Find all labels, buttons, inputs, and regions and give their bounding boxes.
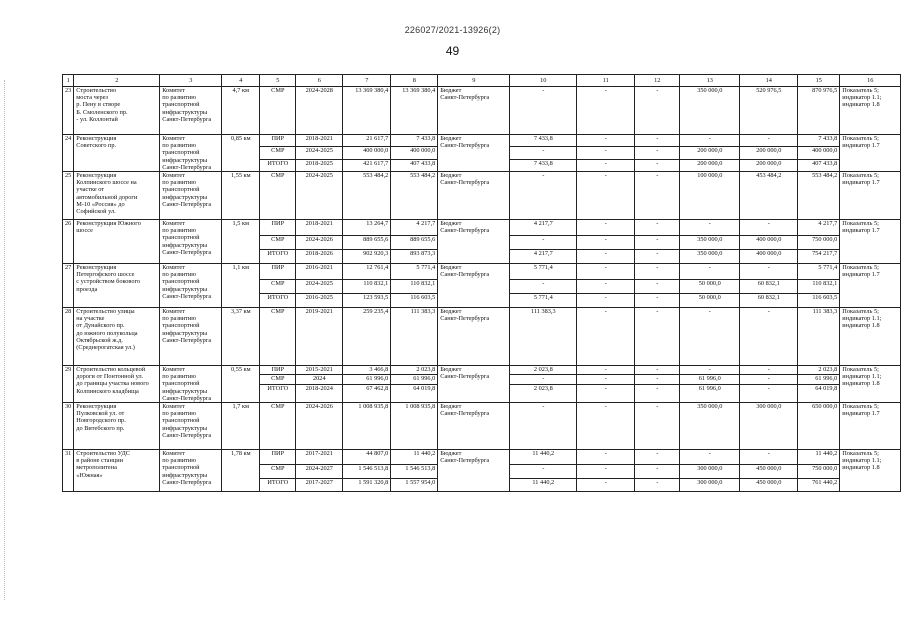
value-col12: - (635, 236, 680, 250)
value-col12: - (635, 264, 680, 280)
remaining-cost: 7 433,8 (391, 135, 438, 147)
value-col10: - (510, 403, 577, 450)
stage: СМР (260, 308, 296, 366)
value-col12: - (635, 450, 680, 465)
funding-source: Бюджет Санкт-Петербурга (438, 135, 510, 172)
value-col12: - (635, 294, 680, 308)
page-number: 49 (445, 44, 460, 58)
remaining-cost: 400 000,0 (391, 147, 438, 159)
value-col10: 4 217,7 (510, 220, 577, 236)
value-col14: - (740, 220, 798, 236)
column-header: 16 (840, 75, 901, 87)
object-name: Строительство УДС в районе станции метрополитена «Южная» (74, 450, 160, 492)
value-col14: 200 000,0 (740, 147, 798, 159)
stage: СМР (260, 172, 296, 220)
period: 2024-2026 (296, 236, 343, 250)
value-col15: 750 000,0 (798, 236, 840, 250)
total-cost: 13 264,7 (343, 220, 391, 236)
funding-source: Бюджет Санкт-Петербурга (438, 220, 510, 264)
row-number: 23 (63, 87, 74, 135)
value-col15: 400 000,0 (798, 147, 840, 159)
column-header: 7 (343, 75, 391, 87)
responsible: Комитет по развитию транспортной инфраструктуры Санкт-Петербурга (160, 87, 222, 135)
value-col15: 650 000,0 (798, 403, 840, 450)
remaining-cost: 111 383,3 (391, 308, 438, 366)
column-header: 2 (74, 75, 160, 87)
value-col14: 450 000,0 (740, 465, 798, 479)
column-header: 10 (510, 75, 577, 87)
funding-source: Бюджет Санкт-Петербурга (438, 87, 510, 135)
remaining-cost: 64 019,8 (391, 384, 438, 403)
column-header: 15 (798, 75, 840, 87)
column-header: 5 (260, 75, 296, 87)
table-row (63, 450, 901, 465)
stage: ПИР (260, 220, 296, 236)
object-name: Реконструкция Петергофского шоссе с устройством бокового проезда (74, 264, 160, 308)
value-col11: - (577, 384, 635, 403)
value-col15: 761 440,2 (798, 479, 840, 492)
stage: ПИР (260, 264, 296, 280)
column-header: 4 (222, 75, 260, 87)
total-cost: 1 008 935,8 (343, 403, 391, 450)
value-col11: - (577, 465, 635, 479)
funding-source: Бюджет Санкт-Петербурга (438, 172, 510, 220)
value-col11: - (577, 159, 635, 171)
value-col10: - (510, 87, 577, 135)
total-cost: 67 462,8 (343, 384, 391, 403)
row-number: 24 (63, 135, 74, 172)
period: 2016-2021 (296, 264, 343, 280)
stage: ИТОГО (260, 159, 296, 171)
total-cost: 553 484,2 (343, 172, 391, 220)
table-body (63, 75, 901, 492)
value-col14: - (740, 264, 798, 280)
remaining-cost: 553 484,2 (391, 172, 438, 220)
value-col14: - (740, 308, 798, 366)
column-header: 13 (680, 75, 740, 87)
value-col10: 11 440,2 (510, 479, 577, 492)
value-col15: 870 976,5 (798, 87, 840, 135)
total-cost: 12 761,4 (343, 264, 391, 280)
period: 2018-2024 (296, 384, 343, 403)
value-col11: - (577, 294, 635, 308)
value-col14: 453 484,2 (740, 172, 798, 220)
object-name: Реконструкция Советского пр. (74, 135, 160, 172)
left-margin-line (4, 80, 6, 600)
table-row (63, 220, 901, 236)
value-col11: - (577, 236, 635, 250)
value-col12: - (635, 308, 680, 366)
funding-source: Бюджет Санкт-Петербурга (438, 450, 510, 492)
indicators: Показатель 5; индикатор 1.7 (840, 135, 901, 172)
value-col12: - (635, 135, 680, 147)
value-col13: 300 000,0 (680, 465, 740, 479)
value-col15: 111 383,3 (798, 308, 840, 366)
value-col12: - (635, 366, 680, 375)
value-col13: - (680, 264, 740, 280)
value-col11: - (577, 264, 635, 280)
stage: СМР (260, 236, 296, 250)
stage: СМР (260, 465, 296, 479)
length: 3,37 км (222, 308, 260, 366)
value-col10: 5 771,4 (510, 294, 577, 308)
value-col10: - (510, 147, 577, 159)
value-col12: - (635, 465, 680, 479)
period: 2018-2021 (296, 220, 343, 236)
indicators: Показатель 5; индикатор 1.7 (840, 220, 901, 264)
row-number: 31 (63, 450, 74, 492)
column-header: 11 (577, 75, 635, 87)
responsible: Комитет по развитию транспортной инфраструктуры Санкт-Петербурга (160, 135, 222, 172)
column-header: 8 (391, 75, 438, 87)
remaining-cost: 5 771,4 (391, 264, 438, 280)
remaining-cost: 1 557 954,0 (391, 479, 438, 492)
total-cost: 259 235,4 (343, 308, 391, 366)
column-header: 9 (438, 75, 510, 87)
period: 2018-2021 (296, 135, 343, 147)
value-col12: - (635, 220, 680, 236)
table-row (63, 172, 901, 220)
object-name: Реконструкция Южного шоссе (74, 220, 160, 264)
stage: ПИР (260, 450, 296, 465)
value-col14: 520 976,5 (740, 87, 798, 135)
remaining-cost: 2 023,8 (391, 366, 438, 375)
value-col12: - (635, 479, 680, 492)
row-number: 26 (63, 220, 74, 264)
program-table (62, 74, 901, 492)
total-cost: 1 546 513,8 (343, 465, 391, 479)
remaining-cost: 1 546 513,8 (391, 465, 438, 479)
value-col15: 5 771,4 (798, 264, 840, 280)
value-col10: 2 023,8 (510, 384, 577, 403)
remaining-cost: 116 603,5 (391, 294, 438, 308)
value-col15: 116 603,5 (798, 294, 840, 308)
value-col15: 407 433,8 (798, 159, 840, 171)
value-col12: - (635, 147, 680, 159)
value-col14: 200 000,0 (740, 159, 798, 171)
value-col14: 400 000,0 (740, 236, 798, 250)
total-cost: 902 920,3 (343, 250, 391, 264)
period: 2024 (296, 375, 343, 384)
value-col11: - (577, 87, 635, 135)
table-row (63, 366, 901, 375)
total-cost: 421 617,7 (343, 159, 391, 171)
indicators: Показатель 5; индикатор 1.1; индикатор 1.8 (840, 366, 901, 403)
value-col15: 7 433,8 (798, 135, 840, 147)
indicators: Показатель 5; индикатор 1.7 (840, 403, 901, 450)
value-col11: - (577, 147, 635, 159)
value-col14: - (740, 384, 798, 403)
header-row (63, 75, 901, 87)
row-number: 28 (63, 308, 74, 366)
responsible: Комитет по развитию транспортной инфраструктуры Санкт-Петербурга (160, 366, 222, 403)
value-col12: - (635, 403, 680, 450)
value-col12: - (635, 159, 680, 171)
value-col12: - (635, 250, 680, 264)
value-col10: 2 023,8 (510, 366, 577, 375)
indicators: Показатель 5; индикатор 1.1; индикатор 1.8 (840, 308, 901, 366)
column-header: 12 (635, 75, 680, 87)
table-row (63, 87, 901, 135)
value-col14: 300 000,0 (740, 403, 798, 450)
value-col14: 450 000,0 (740, 479, 798, 492)
value-col12: - (635, 87, 680, 135)
indicators: Показатель 5; индикатор 1.7 (840, 264, 901, 308)
value-col10: 4 217,7 (510, 250, 577, 264)
remaining-cost: 893 873,3 (391, 250, 438, 264)
stage: СМР (260, 87, 296, 135)
value-col15: 754 217,7 (798, 250, 840, 264)
object-name: Строительство моста через р. Пену в створе Б. Смоленского пр. - ул. Коллонтай (74, 87, 160, 135)
length: 1,7 км (222, 403, 260, 450)
remaining-cost: 889 655,6 (391, 236, 438, 250)
value-col10: - (510, 375, 577, 384)
row-number: 27 (63, 264, 74, 308)
remaining-cost: 1 008 935,8 (391, 403, 438, 450)
row-number: 30 (63, 403, 74, 450)
funding-source: Бюджет Санкт-Петербурга (438, 264, 510, 308)
value-col10: 11 440,2 (510, 450, 577, 465)
value-col13: - (680, 366, 740, 375)
indicators: Показатель 5; индикатор 1.7 (840, 172, 901, 220)
period: 2018-2026 (296, 250, 343, 264)
document-stamp: 226027/2021-13926(2) (404, 25, 501, 35)
table-row (63, 135, 901, 147)
total-cost: 21 617,7 (343, 135, 391, 147)
value-col10: 7 433,8 (510, 159, 577, 171)
total-cost: 1 591 320,8 (343, 479, 391, 492)
total-cost: 123 593,5 (343, 294, 391, 308)
table-row (63, 308, 901, 366)
remaining-cost: 110 832,1 (391, 280, 438, 294)
period: 2016-2025 (296, 294, 343, 308)
stage: ПИР (260, 366, 296, 375)
value-col14: - (740, 375, 798, 384)
table-row (63, 403, 901, 450)
value-col10: - (510, 280, 577, 294)
remaining-cost: 61 996,0 (391, 375, 438, 384)
length: 1,55 км (222, 172, 260, 220)
responsible: Комитет по развитию транспортной инфраструктуры Санкт-Петербурга (160, 450, 222, 492)
period: 2019-2021 (296, 308, 343, 366)
length: 1,5 км (222, 220, 260, 264)
column-header: 1 (63, 75, 74, 87)
value-col15: 553 484,2 (798, 172, 840, 220)
object-name: Реконструкция Колпинского шоссе на участке от автомобильной дороги М-10 «Россия» до Софийской ул. (74, 172, 160, 220)
value-col13: 50 000,0 (680, 280, 740, 294)
value-col11: - (577, 479, 635, 492)
length: 4,7 км (222, 87, 260, 135)
value-col11: - (577, 450, 635, 465)
value-col13: - (680, 308, 740, 366)
indicators: Показатель 5; индикатор 1.1; индикатор 1.8 (840, 450, 901, 492)
value-col10: 111 383,3 (510, 308, 577, 366)
value-col13: 200 000,0 (680, 147, 740, 159)
period: 2024-2028 (296, 87, 343, 135)
value-col10: - (510, 236, 577, 250)
value-col13: 61 996,0 (680, 384, 740, 403)
value-col15: 110 832,1 (798, 280, 840, 294)
table-row (63, 264, 901, 280)
responsible: Комитет по развитию транспортной инфраструктуры Санкт-Петербурга (160, 308, 222, 366)
value-col13: 350 000,0 (680, 236, 740, 250)
value-col10: - (510, 172, 577, 220)
funding-source: Бюджет Санкт-Петербурга (438, 366, 510, 403)
period: 2018-2025 (296, 159, 343, 171)
period: 2024-2027 (296, 465, 343, 479)
funding-source: Бюджет Санкт-Петербурга (438, 403, 510, 450)
object-name: Реконструкция Пулковской ул. от Новгородского пр. до Витебского пр. (74, 403, 160, 450)
total-cost: 400 000,0 (343, 147, 391, 159)
value-col15: 750 000,0 (798, 465, 840, 479)
remaining-cost: 13 369 380,4 (391, 87, 438, 135)
value-col11: - (577, 135, 635, 147)
remaining-cost: 11 440,2 (391, 450, 438, 465)
total-cost: 889 655,6 (343, 236, 391, 250)
value-col10: 5 771,4 (510, 264, 577, 280)
object-name: Строительство кольцевой дороги от Понтонной ул. до границы участка нового Колпинского кладбища (74, 366, 160, 403)
value-col15: 4 217,7 (798, 220, 840, 236)
value-col13: 350 000,0 (680, 403, 740, 450)
total-cost: 13 369 380,4 (343, 87, 391, 135)
value-col15: 61 996,0 (798, 375, 840, 384)
value-col13: 50 000,0 (680, 294, 740, 308)
period: 2015-2021 (296, 366, 343, 375)
length: 0,85 км (222, 135, 260, 172)
total-cost: 61 996,0 (343, 375, 391, 384)
object-name: Строительство улицы на участке от Дунайского пр. до южного полукольца Октябрьской ж.д. (Среднерогатская ул.) (74, 308, 160, 366)
value-col12: - (635, 375, 680, 384)
indicators: Показатель 5; индикатор 1.1; индикатор 1.8 (840, 87, 901, 135)
total-cost: 3 466,8 (343, 366, 391, 375)
value-col13: - (680, 450, 740, 465)
value-col11: - (577, 280, 635, 294)
column-header: 14 (740, 75, 798, 87)
value-col11: - (577, 308, 635, 366)
stage: ИТОГО (260, 250, 296, 264)
value-col12: - (635, 172, 680, 220)
responsible: Комитет по развитию транспортной инфраструктуры Санкт-Петербурга (160, 172, 222, 220)
value-col11: - (577, 250, 635, 264)
period: 2024-2025 (296, 147, 343, 159)
value-col11: - (577, 366, 635, 375)
length: 1,1 км (222, 264, 260, 308)
row-number: 25 (63, 172, 74, 220)
value-col13: 200 000,0 (680, 159, 740, 171)
value-col14: 60 832,1 (740, 294, 798, 308)
period: 2017-2021 (296, 450, 343, 465)
value-col13: 350 000,0 (680, 250, 740, 264)
stage: СМР (260, 147, 296, 159)
value-col11: - (577, 375, 635, 384)
value-col14: - (740, 366, 798, 375)
value-col10: - (510, 465, 577, 479)
length: 1,78 км (222, 450, 260, 492)
value-col14: 400 000,0 (740, 250, 798, 264)
column-header: 6 (296, 75, 343, 87)
value-col11: - (577, 403, 635, 450)
value-col13: - (680, 135, 740, 147)
value-col14: - (740, 135, 798, 147)
value-col11: - (577, 220, 635, 236)
stage: СМР (260, 375, 296, 384)
row-number: 29 (63, 366, 74, 403)
period: 2024-2026 (296, 403, 343, 450)
responsible: Комитет по развитию транспортной инфраструктуры Санкт-Петербурга (160, 264, 222, 308)
value-col12: - (635, 280, 680, 294)
stage: ПИР (260, 135, 296, 147)
responsible: Комитет по развитию транспортной инфраструктуры Санкт-Петербурга (160, 220, 222, 264)
stage: СМР (260, 280, 296, 294)
value-col13: 300 000,0 (680, 479, 740, 492)
period: 2017-2027 (296, 479, 343, 492)
value-col13: 350 000,0 (680, 87, 740, 135)
value-col11: - (577, 172, 635, 220)
total-cost: 44 807,0 (343, 450, 391, 465)
value-col15: 64 019,8 (798, 384, 840, 403)
value-col13: 100 000,0 (680, 172, 740, 220)
value-col10: 7 433,8 (510, 135, 577, 147)
period: 2024-2025 (296, 172, 343, 220)
responsible: Комитет по развитию транспортной инфраструктуры Санкт-Петербурга (160, 403, 222, 450)
value-col15: 11 440,2 (798, 450, 840, 465)
period: 2024-2025 (296, 280, 343, 294)
value-col14: - (740, 450, 798, 465)
total-cost: 110 832,1 (343, 280, 391, 294)
remaining-cost: 407 433,8 (391, 159, 438, 171)
value-col12: - (635, 384, 680, 403)
value-col15: 2 023,8 (798, 366, 840, 375)
value-col14: 60 832,1 (740, 280, 798, 294)
length: 0,55 км (222, 366, 260, 403)
stage: ИТОГО (260, 479, 296, 492)
stage: ИТОГО (260, 294, 296, 308)
value-col13: - (680, 220, 740, 236)
funding-source: Бюджет Санкт-Петербурга (438, 308, 510, 366)
value-col13: 61 996,0 (680, 375, 740, 384)
stage: ИТОГО (260, 384, 296, 403)
column-header: 3 (160, 75, 222, 87)
stage: СМР (260, 403, 296, 450)
remaining-cost: 4 217,7 (391, 220, 438, 236)
